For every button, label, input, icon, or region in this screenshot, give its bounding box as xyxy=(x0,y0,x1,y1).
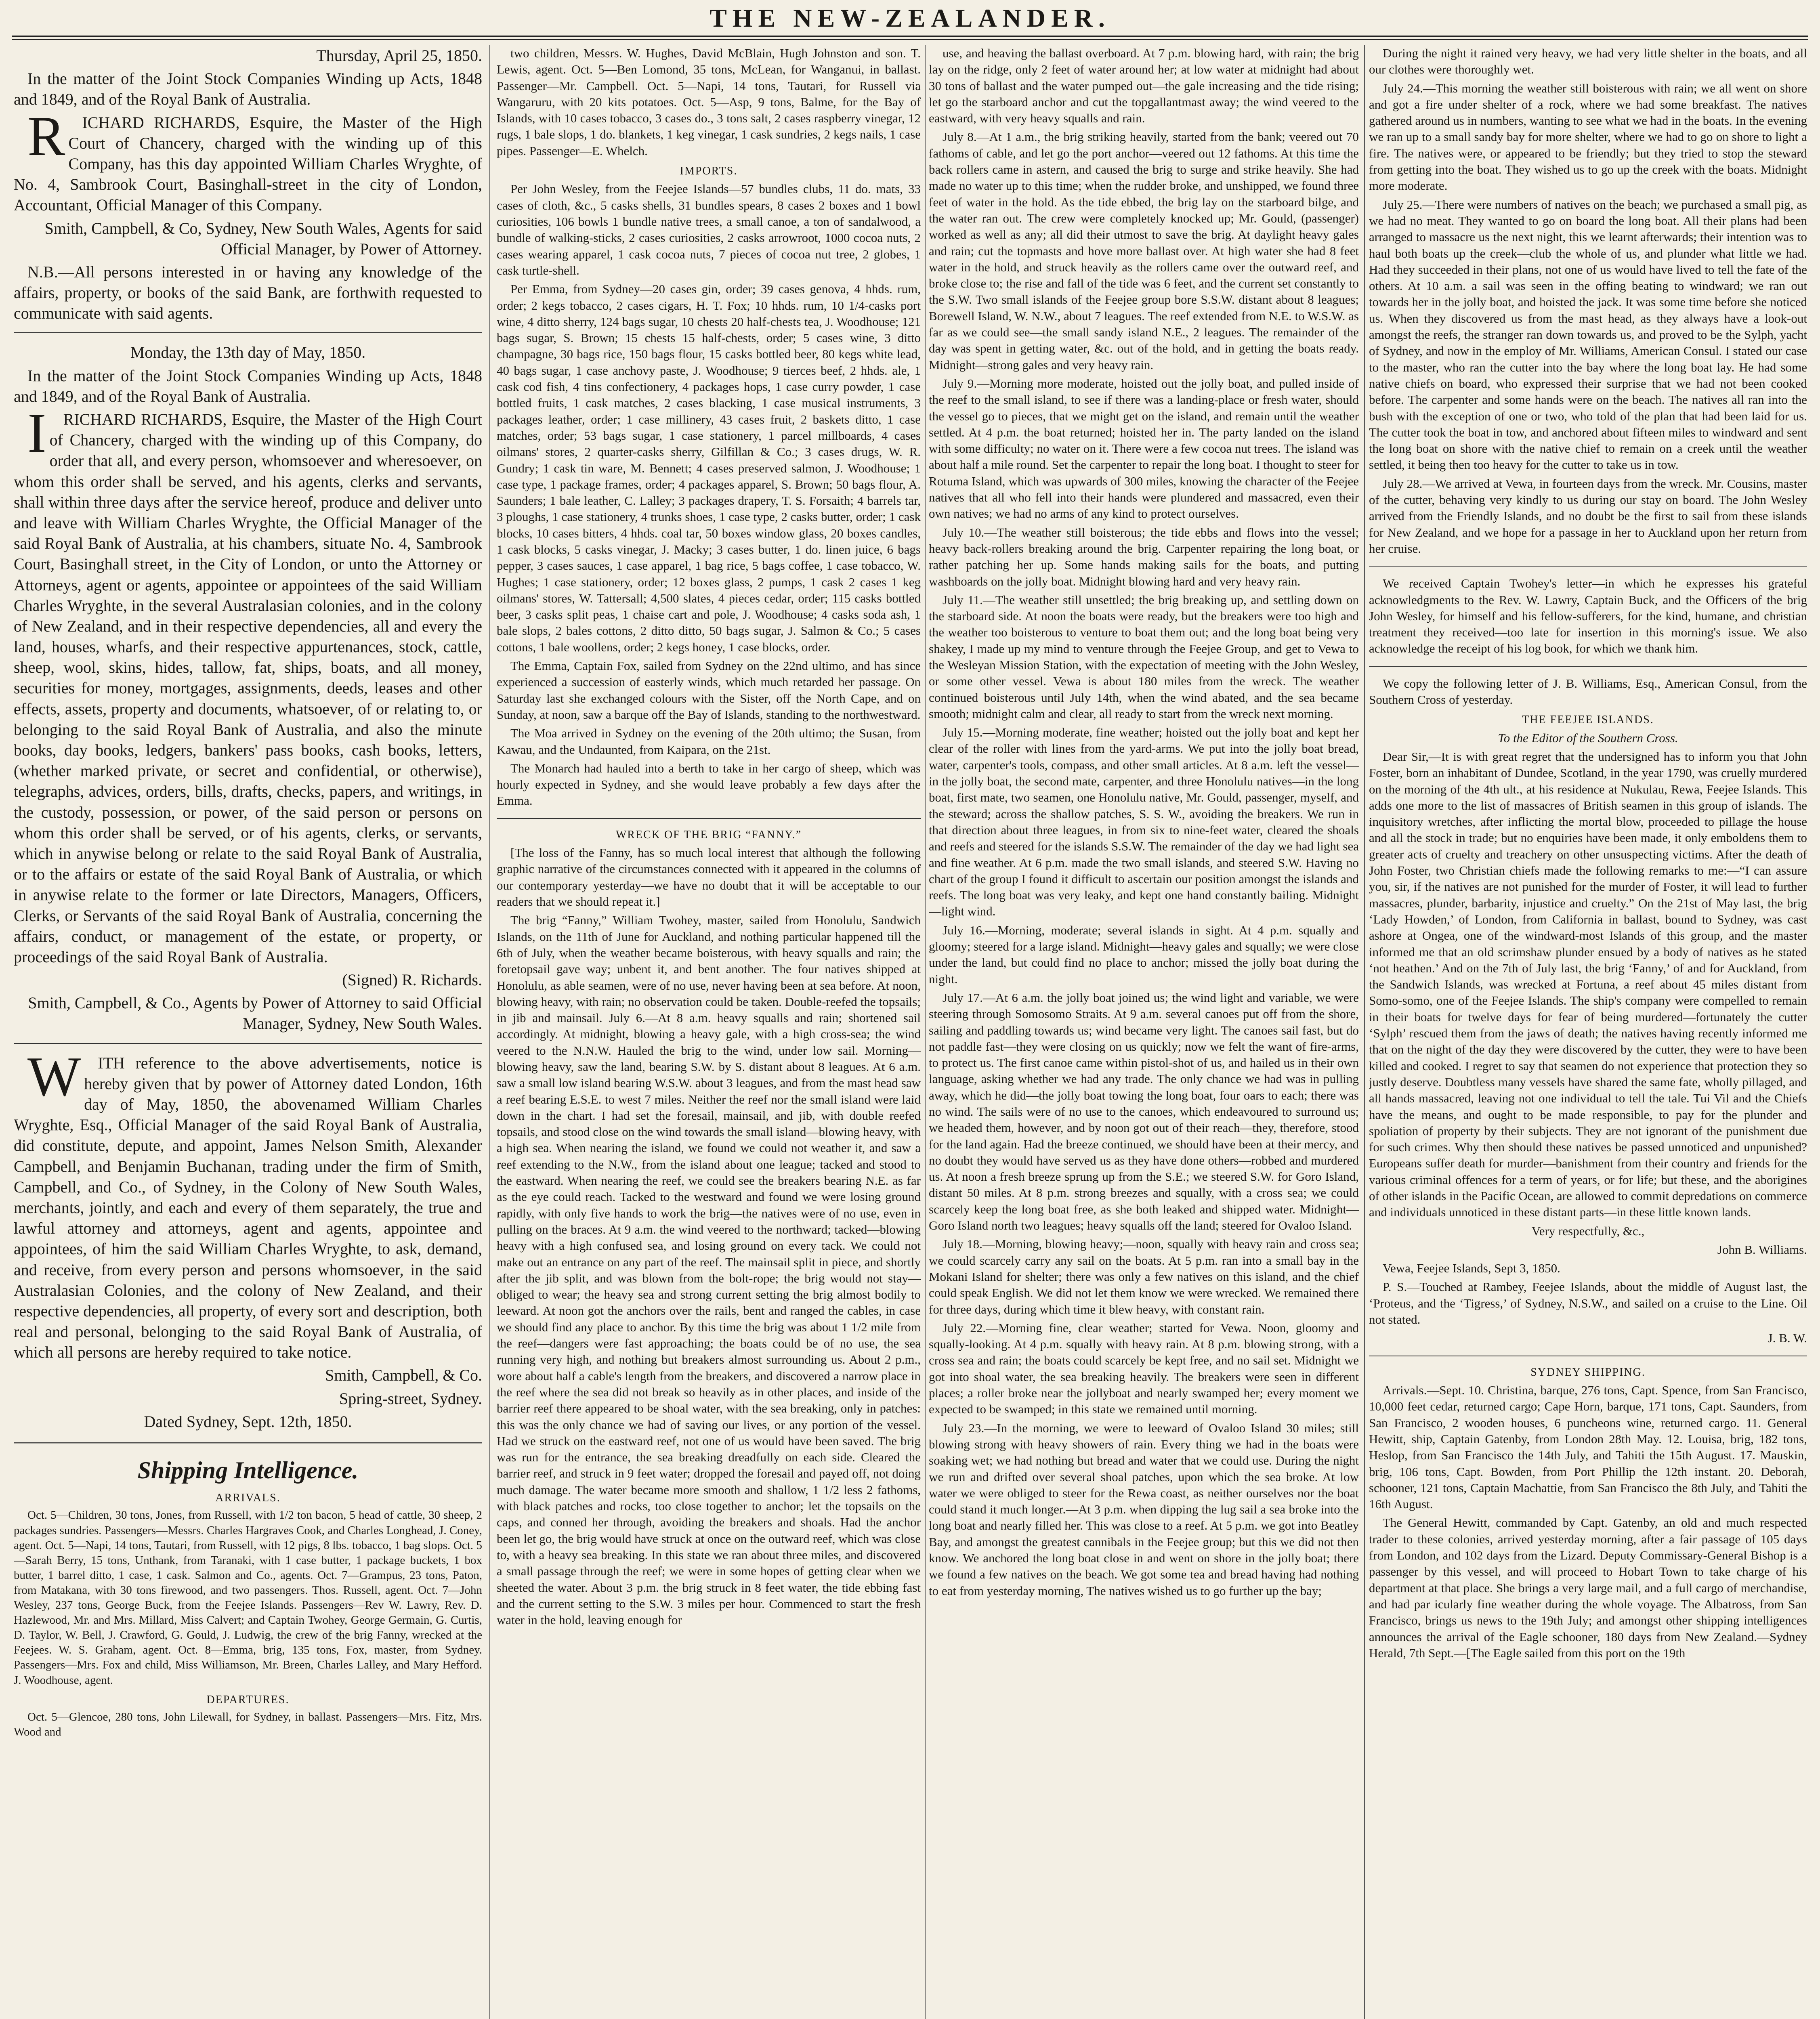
imports-emma: Per Emma, from Sydney—20 cases gin, order; 39 cases genova, 4 hhds. rum, order; 2 kegs tobacco, 2 cases cigars, H. T. Fox; 10 hhds. rum, 10 1/4-casks port wine, 4 ditto sherry, 124 bags sugar, 10 chests 20 half-chests tea, J. Woodhouse; 121 bags sugar, S. Brown; 15 chests 15 half-chests, order; 5 cases wine, 3 ditto champagne, 30 bags rice, 150 bags flour, 15 casks bottled beer, 80 kegs white lead, 40 bags sugar, 1 case anchovy paste, J. Woodhouse; 9 tierces beef, 2 hhds. ale, 1 cask cod fish, 4 tins confectionery, 4 packages hops, 1 case curry powder, 1 case bottled fruits, 1 cask matches, 2 cases blacking, 1 case musical instruments, 3 packages leather, order; 1 case millinery, 43 cases fruit, 2 baskets ditto, 1 case matches, order; 53 bags sugar, 1 case stationery, 1 parcel millboards, 4 cases oilmans' stores, 2 quarter-casks sherry, Gilfillan & Co.; 3 cases drugs, W. R. Gundry; 1 cask tin ware, M. Bennett; 4 cases preserved salmon, J. Woodhouse; 1 case type, 1 package frames, order; 4 packages apparel, S. Brown; 50 bags flour, A. Saunders; 1 bale leather, C. Lalley; 3 packages drapery, T. S. Forsaith; 4 barrels tar, 3 ploughs, 1 case stationery, 4 trunks shoes, 1 case type, 2 casks butter, order; 1 cask blocks, 10 cases bitters, 4 hhds. coal tar, 50 boxes window glass, 20 boxes candles, 1 cask blocks, 5 casks vinegar, J. Macky; 3 cases butter, 1 do. linen juice, 6 bags pepper, 3 cases sauces, 1 case apparel, 1 bag rice, 5 bags coffee, 1 case tobacco, W. Hughes; 1 case stationery, order; 12 boxes glass, 2 pumps, 1 cask 2 cases 1 keg oilmans' stores, W. Tattersall; 4,500 slates, 4 pieces cedar, order; 115 casks bottled beer, 3 casks split peas, 1 chaise cart and pole, J. Woodhouse; 4 casks soda ash, 1 bale slops, 2 bales cottons, 2 ditto ditto, 50 bags sugar, J. Salmon & Co.; 5 cases cottons, 1 bale woollens, order; 2 kegs honey, 1 case blocks, order. xyxy=(497,282,921,654)
notice-nb: N.B.—All persons interested in or having any knowledge of the affairs, property, or books of the said Bank, are forthwith requested to communicate with said agents. xyxy=(14,262,482,323)
article-paragraph: July 22.—Morning fine, clear weather; started for Vewa. Noon, gloomy and squally-looking. At 4 p.m. squally with heavy rain. At 8 p.m. blowing strong, with a cross sea and rain; the boats could scarcely be kept free, and no sail set. Midnight we got into shoal water, the sea breaking heavily. The breakers were seen in different places; a roller broke near the jollyboat and nearly swamped her; every moment we expected to be swamped; in this state we remained until morning. xyxy=(929,1320,1359,1417)
article-paragraph: July 10.—The weather still boisterous; the tide ebbs and flows into the vessel; heavy back-rollers breaking around the brig. Carpenter repairing the long boat, or rather patching her up. Some hands making sails for the boats, and putting washboards on the jolly boat. Midnight blowing hard and very heavy rain. xyxy=(929,525,1359,588)
newspaper-title: THE NEW-ZEALANDER. xyxy=(710,4,1110,32)
article-paragraph: July 25.—There were numbers of natives on the beach; we purchased a small pig, as we had no meat. They wanted to go on board the long boat. All their plans had been arranged to massacre us the next night, this we learnt afterwards; their intention was to haul both boats up the creek—club the whole of us, and plunder what little we had. Had they succeeded in their plans, not one of us would have lived to tell the fate of the others. At 10 a.m. a sail was seen in the offing beating to windward; we ran out towards her in the jolly boat, and hoisted the jack. It was some time before she noticed us. When they discovered us from the mast head, as they always have a look-out amongst the reefs, the stranger ran down towards us, and proved to be the Sylph, yacht of Sydney, and now in the employ of Mr. Williams, American Consul. I stated our case to the master, who ran the cutter into the bay where the long boat lay. He had some native chiefs on board, who expressed their surprise that we had not been cooked before. The carpenter and some hands were on the beach. The natives all ran into the bush with the exception of one or two, who told of the plan that had been laid for us. The cutter took the boat in tow, and anchored about fifteen miles to windward and sent the long boat on shore with the native chief to remain on a creek until the weather settled, it being then too heavy for the cutter to take us in tow. xyxy=(1369,197,1807,472)
separator-rule xyxy=(14,1442,482,1444)
article-paragraph: July 24.—This morning the weather still boisterous with rain; we all went on shore and got a fire under shelter of a rock, where we had some breakfast. The natives gathered around us in numbers, wanting to see what we had in the boats. In the evening we ran up to a small sandy bay for more shelter, where we had to go on shore to light a fire. The natives were, or appeared to be friendly; but they tried to stop the steward from getting into the boat. They wished us to go up the creek with the boats. Midnight more moderate. xyxy=(1369,81,1807,193)
letter-place: Vewa, Feejee Islands, Sept 3, 1850. xyxy=(1383,1261,1560,1276)
notice-body: IRICHARD RICHARDS, Esquire, the Master of the High Court of Chancery, charged with the winding up of this Company, do order that all, and every person, whomsoever and wheresoever, on whom this order shall be served, and his agents, clerks and servants, shall within three days after the service hereof, produce and deliver unto and leave with William Charles Wryghte, the Official Manager of the said Royal Bank of Australia, at his chambers, situate No. 4, Sambrook Court, Basinghall street, in the City of London, or unto the Attorney or Attorneys, agent or agents, appointee or appointees of the said William Charles Wryghte, in the several Australasian colonies, and in the colony of New Zealand, and in their respective dependencies, all and every the land, houses, wharfs, and their respective appurtenances, stock, cattle, sheep, wool, skins, hides, tallow, fat, ships, boats, and all money, securities for money, mortgages, assignments, deeds, leases and other effects, assets, property and documents, whatsoever, of or relating to, or belonging to the said Royal Bank of Australia, and also the minute books, day books, ledgers, bankers' pass books, cash books, letters, (whether marked private, or secret and confidential, or otherwise), telegraphs, advices, orders, bills, drafts, checks, papers, and writings, in the custody, possession, or power, of the said person or persons on whom this order shall be served, or of his agents, clerks, or servants, which in anywise belong or relate to the said Royal Bank of Australia, or to the affairs or estate of the said Royal Bank of Australia, or which in anywise relate to the former or late Directors, Managers, Officers, Clerks, or Servants of the said Royal Bank of Australia, concerning the affairs, conduct, or management of the estate, or property, or proceedings of the said Royal Bank of Australia. xyxy=(14,402,482,966)
letter-signature: John B. Williams. xyxy=(1717,1242,1807,1257)
letter-postscript: P. S.—Touched at Rambey, Feejee Islands, about the middle of August last, the ‘Proteus, and the ‘Tigress,’ of Sydney, N.S.W., and sailed on a cruise to the Line. Oil not stated. xyxy=(1369,1280,1807,1327)
notice-signature: Smith, Campbell, & Co. xyxy=(325,1366,482,1385)
notice-body: RICHARD RICHARDS, Esquire, the Master of the High Court of Chancery, charged with the winding up of this Company, has this day appointed William Charles Wryghte, of No. 4, Sambrook Court, Basinghall-street in the city of London, Accountant, Official Manager of this Company. xyxy=(14,105,482,214)
column-divider xyxy=(489,45,490,2019)
article-paragraph: July 11.—The weather still unsettled; the brig breaking up, and settling down on the starboard side. At noon the boats were ready, but the breakers were too high and the weather too boisterous to venture to boat them out; and the long boat being very shakey, I made up my mind to venture through the Feejee Group, and get to Vewa to the Wesleyan Mission Station, with the expectation of meeting with the John Wesley, or some other vessel. Vewa is about 180 miles from the wreck. The weather continued boisterous until July 14th, when the wind abated, and the sea became smooth; midnight calm and clear, all ready to start from the wreck next morning. xyxy=(929,592,1359,721)
article-paragraph: July 16.—Morning, moderate; several islands in sight. At 4 p.m. squally and gloomy; steered for a large island. Midnight—heavy gales and squally; we were close under the land, but could find no place to anchor; missed the jolly boat during the night. xyxy=(929,923,1359,986)
notice-address: Spring-street, Sydney. xyxy=(339,1389,482,1408)
notice-matter: In the matter of the Joint Stock Companies Winding up Acts, 1848 and 1849, and of the Royal Bank of Australia. xyxy=(14,69,482,109)
letter-addressee: To the Editor of the Southern Cross. xyxy=(1498,730,1678,745)
separator-rule xyxy=(14,1043,482,1044)
signer-name: R. Richards. xyxy=(402,971,482,989)
notice-date: Monday, the 13th day of May, 1850. xyxy=(130,343,366,362)
article-paragraph: July 28.—We arrived at Vewa, in fourteen days from the wreck. Mr. Cousins, master of the cutter, behaving very kindly to us during our stay on board. The John Wesley arrived from the Friendly Islands, and no doubt be the first to sail from these islands for New Zealand, and we hope for a passage in her to Auckland upon her return from her cruise. xyxy=(1369,476,1807,556)
column-4 xyxy=(1369,45,1807,2019)
article-paragraph: During the night it rained very heavy, we had very little shelter in the boats, and all our clothes were thoroughly wet. xyxy=(1369,46,1807,77)
news-paragraph: The Emma, Captain Fox, sailed from Sydney on the 22nd ultimo, and has since experienced a succession of easterly winds, which much retarded her passage. On Saturday last she exchanged colours with the Sister, off the North Cape, and on Sunday, at noon, saw a barque off the Bay of Islands, standing to the northwestward. xyxy=(497,659,921,722)
letter-initials: J. B. W. xyxy=(1768,1331,1807,1345)
news-paragraph: The Monarch had hauled into a berth to take in her cargo of sheep, which was hourly expected in Sydney, and she would leave probably a few days after the Emma. xyxy=(497,761,921,808)
article-paragraph: July 9.—Morning more moderate, hoisted out the jolly boat, and pulled inside of the reef to the small island, to see if there was a landing-place or fresh water, should the vessel go to pieces, that we might get on the island, and remain until the weather settled. At 4 p.m. the boat returned; hoisted her in. The party landed on the island with some difficulty; no water on it. There were a few cocoa nut trees. The island was about half a mile round. Set the carpenter to repair the long boat. I thought to steer for Rotuma Island, which was upwards of 300 miles, knowing the character of the Feejee natives that all who fell into their hands were plundered and massacred, even their own natives; we had no arms of any kind to protect ourselves. xyxy=(929,376,1359,521)
sydney-arrivals: Arrivals.—Sept. 10. Christina, barque, 276 tons, Capt. Spence, from San Francisco, 10,000 feet cedar, returned cargo; Cape Horn, barque, 171 tons, Capt. Saunders, from San Francisco, 2 wooden houses, 6 puncheons wine, returned cargo. 11. General Hewitt, ship, Captain Gatenby, from London 28th May. 12. Louisa, brig, 182 tons, Heslop, from San Francisco the 14th July, and Tahiti the 15th August. 17. Mauskin, brig, 106 tons, Capt. Bowden, from Port Phillip the 12th instant. 20. Deborah, schooner, 121 tons, Captain Machattie, from San Francisco the 8th July, and Tahiti the 16th August. xyxy=(1369,1383,1807,1511)
separator-rule xyxy=(14,332,482,333)
separator-rule xyxy=(497,818,921,819)
sydney-news: The General Hewitt, commanded by Capt. Gatenby, an old and much respected trader to these colonies, arrived yesterday morning, after a fair passage of 105 days from London, and 102 days from the Lizard. Deputy Commissary-General Bishop is a passenger by this vessel, and will proceed to Hobart Town to take charge of his department at that place. She brings a very large mail, and a full cargo of merchandise, and had par icularly fine weather during the whole voyage. The Albatross, from San Francisco, brings us news to the 19th July; and amongst other shipping intelligences announces the arrival of the Eagle schooner, 180 days from New Zealand.—Sydney Herald, 7th Sept.—[The Eagle sailed from this port on the 19th xyxy=(1369,1515,1807,1660)
masthead-rule xyxy=(12,36,1808,40)
imports-john-wesley: Per John Wesley, from the Feejee Islands—57 bundles clubs, 11 do. mats, 33 cases of cloth, &c., 5 casks shells, 31 bundles spears, 8 cases 2 boxes and 1 bowl curiosities, 106 bowls 1 bundle native trees, a small canoe, a ton of sandalwood, a bundle of walking-sticks, 2 cases curiosities, 2 casks arrowroot, 1000 cocoa nuts, 2 cases wearing apparel, 1 cask cocoa nuts, 7 pieces of cocoa nut tree, 2 globes, 1 cask turtle-shell. xyxy=(497,182,921,277)
masthead xyxy=(0,0,1820,39)
notice-matter: In the matter of the Joint Stock Companies Winding up Acts, 1848 and 1849, and of the Royal Bank of Australia. xyxy=(14,366,482,405)
article-paragraph: July 18.—Morning, blowing heavy;—noon, squally with heavy rain and cross sea; we could scarcely carry any sail on the boats. At 5 p.m. ran into a small bay in the Mokani Island for shelter; there was only a few natives on this island, and the chief could speak English. We did not let them know we were wrecked. We remained there for three days, during which time it blew heavy, with constant rain. xyxy=(929,1237,1359,1316)
column-2 xyxy=(497,45,921,2019)
departures-continued: two children, Messrs. W. Hughes, David McBlain, Hugh Johnston and son. T. Lewis, agent. Oct. 5—Ben Lomond, 35 tons, McLean, for Wanganui, in ballast. Passenger—Mr. Campbell. Oct. 5—Napi, 14 tons, Tautari, for Russell via Wangaruru, with 20 kits potatoes. Oct. 5—Asp, 9 tons, Balme, for the Bay of Islands, with 10 cases tobacco, 3 cases do., 3 tons salt, 2 cases raspberry vinegar, 12 rugs, 1 bale slops, 1 do. blankets, 1 keg vinegar, 1 cask sundries, 2 kegs nails, 1 case pipes. Passenger—E. Whelch. xyxy=(497,46,921,158)
letter-closing: Very respectfully, &c., xyxy=(1531,1224,1645,1238)
column-3 xyxy=(929,45,1359,2019)
article-paragraph: July 8.—At 1 a.m., the brig striking heavily, started from the bank; veered out 70 fathoms of cable, and let go the port anchor—veered out 12 fathoms. At this time the back rollers came in astern, and caused the brig to surge and strike heavily. She had made no water up to this time; when the rudder broke, and unshipped, we found three feet of water in the hold. As the tide ebbed, the brig lay on the starboard bilge, and the water ran out. The crew were completely knocked up; Mr. Gould, (passenger) worked as well as any; all did their utmost to save the brig. At daylight heavy gales and rain; cut the topmasts and hove more ballast over. At high water she had 8 feet water in the hold, and struck heavily as the rollers came over the outward reef, and broke close to; the rise and fall of the tide was 6 feet, and the current set constantly to the S.W. Two small islands of the Feejee group bore S.S.W. distant about 8 leagues; Borewell Island, W. N.W., about 7 leagues. The reef extended from N.E. to W.S.W. as far as we could see—the small sandy island N.E., 2 leagues. The remainder of the day was spent in getting water, &c. out of the hold, and in getting the boats ready. Midnight—strong gales and very heavy rain. xyxy=(929,130,1359,372)
editorial-note: We received Captain Twohey's letter—in which he expresses his grateful acknowledgments to the Rev. W. Lawry, Captain Buck, and the Officers of the brig John Wesley, for himself and his fellow-sufferers, for the kind, humane, and christian treatment they received—too late for insertion in this morning's issue. We also acknowledge the receipt of his log book, for which we thank him. xyxy=(1369,576,1807,656)
separator-rule xyxy=(1369,666,1807,667)
subhead-imports: IMPORTS. xyxy=(680,165,738,178)
separator-rule xyxy=(1369,566,1807,567)
notice-signature: Smith, Campbell, & Co., Agents by Power of Attorney to said Official Manager, Sydney, New South Wales. xyxy=(28,994,482,1033)
news-paragraph: The Moa arrived in Sydney on the evening of the 20th ultimo; the Susan, from Kawau, and the Undaunted, from Kaipara, on the 21st. xyxy=(497,726,921,757)
notice-signed-line xyxy=(14,970,482,990)
signed-label: (Signed) xyxy=(342,971,398,989)
article-body: The brig “Fanny,” William Twohey, master, sailed from Honolulu, Sandwich Islands, on the 11th of June for Auckland, and nothing particular happened till the 6th of July, when the weather became boisterous, with heavy squalls and rain; the foretopsail gave way; unbent it, and bent another. The four natives shipped at Honolulu, as able seamen, were of no use, never having been at sea before. At noon, blowing heavy, with rain; no observation could be taken. Double-reefed the topsails; in jib and mainsail. July 6.—At 8 a.m. heavy squalls and rain; shortened sail accordingly. At midnight, blowing a heavy gale, with a high cross-sea; the wind veered to the N.N.W. Hauled the brig to the wind, under low sail. Morning—blowing heavy, saw the land, bearing S.W. by S. distant about 8 leagues. At 6 a.m. saw a small low island bearing W.S.W. about 3 leagues, and from the mast head saw a reef bearing E.S.E. to west 7 miles. Neither the reef nor the small island were laid down in the chart. I had set the foresail, mainsail, and jib, with double reefed topsails, and stood close on the wind towards the small island—blowing heavy, with a high sea. When nearing the island, we found we could not weather it, and saw a reef extending to the N.W., from the island about one league; tacked and stood to the eastward. When nearing the reef, we could see the breakers bearing N.E. as far as the eye could reach. Tacked to the westward and found we were losing ground rapidly, with only five hands to work the brig—the natives were of no use, even in pulling on the braces. At 9 a.m. the wind veered to the northward; tacked—blowing heavy with a high confused sea, and losing ground on every tack. We could not make out an entrance on any part of the reef. The mainsail split in piece, and shortly after the jib split, and was blown from the bolt-rope; the brig would not stay—obliged to wear; the heavy sea and strong current setting the brig almost bodily to leeward. At noon got the anchors over the rails, bent and ranged the cables, in case we should find any place to anchor. By this time the brig was about 1 1/2 mile from the reef—dangers were fast approaching; the boats could be of no use, the sea running very high, and nothing but breakers almost surrounding us. About 2 p.m., wore about half a cable's length from the breakers, and discovered a narrow place in the reef where the sea did not break so heavily as in other places, and inside of the barrier reef there appeared to be shoal water, with the sea breaking, only in patches: this was the only chance we had of saving our lives, or any portion of the vessel. Had we struck on the eastward reef, not one of us would have been saved. The brig was run for the entrance, the sea breaking dreadfully on each side. Cleared the barrier reef, and struck in 9 feet water; dropped the foresail and payed off, not doing much damage. The water became more smooth and shallow, 1 1/2 less 2 fathoms, with black patches and rocks, too close together to anchor; let the topsails on the caps, and conned her through, avoiding the breakers and shoals. Had the anchor been let go, the brig would have struck at once on the outward reef, which was close to, with a heavy sea breaking. In this state we ran about three miles, and discovered a small passage through the reef; we were in some hopes of getting clear when we sheeted the water. About 3 p.m. the brig struck in 8 feet water, the tide ebbing fast and the current setting to the S.W. 3 miles per hour. Commenced to start the fresh water in the hold, leaving enough for xyxy=(497,913,921,1627)
arrivals-list: Oct. 5—Children, 30 tons, Jones, from Russell, with 1/2 ton bacon, 5 head of cattle, 30 sheep, 2 packages sundries. Passengers—Messrs. Charles Hargraves Cook, and Charles Longhead, J. Coney, agent. Oct. 5—Napi, 14 tons, Tautari, from Russell, with 12 pigs, 8 lbs. tobacco, 1 bag slops. Oct. 5—Sarah Berry, 15 tons, Unthank, from Taranaki, with 1 case butter, 1 package buckets, 1 box butter, 1 barrel ditto, 1 case, 1 cask. Salmon and Co., agents. Oct. 7—Grampus, 23 tons, Paton, from Matakana, with 30 tons firewood, and two passengers. Thos. Russell, agent. Oct. 7—John Wesley, 237 tons, George Buck, from the Feejee Islands. Passengers—Rev W. Lawry, Rev. D. Hazlewood, Mr. and Mrs. Millard, Miss Calvert; and Captain Twohey, George Germain, G. Curtis, D. Taylor, W. Bell, J. Crawford, G. Gould, J. Ludwig, the crew of the brig Fanny, wrecked at the Feejees. W. S. Graham, agent. Oct. 8—Emma, brig, 135 tons, Fox, master, from Sydney. Passengers—Mrs. Fox and child, Miss Williamson, Mr. Breen, Charles Lalley, and Mary Hefford. J. Woodhouse, agent. xyxy=(14,1509,482,1687)
notice-dated: Dated Sydney, Sept. 12th, 1850. xyxy=(144,1412,352,1431)
article-paragraph: July 15.—Morning moderate, fine weather; hoisted out the jolly boat and kept her clear of the roller with lines from the yard-arms. We put into the jolly boat bread, water, carpenter's tools, compass, and other small articles. At 8 a.m. left the vessel—in the jolly boat, the second mate, carpenter, and three Honolulu natives—in the long boat, first mate, two seamen, one Honolulu native, Mr. Gould, passenger, myself, and the steward; across the shallow patches, S. S. W., avoiding the breakers. We run in that direction about three leagues, in from six to nine-feet water, cleared the shoals and reefs and steered for the islands S.S.W. The remainder of the day we had light sea and fine weather. At 6 p.m. made the two small islands, and steered S.W. Having no chart of the group I found it difficult to ascertain our position amongst the islands and reefs. The long boat was very leaky, and kept one hand constantly bailing. Midnight—light wind. xyxy=(929,725,1359,919)
column-divider xyxy=(1364,45,1365,2019)
article-paragraph: July 17.—At 6 a.m. the jolly boat joined us; the wind light and variable, we were steering through Somosomo Straits. At 9 a.m. several canoes put off from the shore, sailing and paddling towards us; wind became very light. The canoes sail fast, but do not paddle fast—they were closing on us quickly; now we felt the want of fire-arms, to protect us. The first canoe came within pistol-shot of us, and hailed us in their own language, asking whether we had any trade. The only chance we had was in pulling away, which he did—the jolly boat towing the long boat, four oars to each; there was no wind. The sails were of no use to the canoes, which endeavoured to surround us; we headed them, however, and by noon got out of their reach—they, therefore, stood for the land again. Had the breeze continued, we should have been at their mercy, and no doubt they would have served us as they have done others—robbed and murdered us. At noon a fresh breeze sprung up from the S.E.; we steered S.W. for Goro Island, distant 50 miles. At 8 p.m. strong breezes and squally, with a cross sea; we could scarcely keep the long boat free, as she both leaked and shipped water. Midnight—Goro Island north two leagues; heavy squalls off the land; steered for Ovaloo Island. xyxy=(929,990,1359,1233)
letter-body: Dear Sir,—It is with great regret that the undersigned has to inform you that John Foster, born an inhabitant of Dundee, Scotland, in the year 1790, was cruelly murdered on the morning of the 4th ult., at his residence at Nukulau, Rewa, Feejee Islands. This adds one more to the list of massacres of British seamen in this group of islands. The inquisitory wretches, after inflicting the mortal blow, proceeded to pillage the house and all the stock in trade; but no enquiries have been made, it only emboldens them to greater acts of cruelty and treachery on other unsuspecting victims. After the death of John Foster, two Christian chiefs made the following remarks to me:—“I can assure you, sir, if the natives are not punished for the murder of Foster, it will lead to further massacres, plunder, barbarity, injustice and cruelty.” On the 21st of May last, the brig ‘Lady Howden,’ of London, from California in ballast, bound to Sydney, was cast ashore at Ongea, one of the windward-most Islands of this group, and the master informed me that an old scrimshaw plunder ensued by a body of natives as he stated ‘not heathen.’ And on the 7th of July last, the brig ‘Fanny,’ of and for Auckland, from the Sandwich Islands, was wrecked at Fortuna, a reef about 45 miles distant from Somo-somo, one of the Feejee Islands. The ship's company were compelled to remain in their boats for twelve days for fear of being murdered—fortunately the cutter ‘Sylph’ rescued them from the jaws of death; the natives having recently informed me that on the night of the day they were discovered by the cutter, they were to have been killed and cooked. I regret to say that seamen do not experience that protection they so justly deserve. Doubtless many vessels have shared the same fate, wholly pillaged, and all hands massacred, leaving not one individual to tell the tale. Tui Vil and the Chiefs have the means, and ought to be made responsible, to pay for the plunder and spoliation of property by their subjects. They are not ignorant of the punishment due for such crimes. Why then should these natives be passed unnoticed and unpunished? Europeans suffer death for murder—banishment from their country and friends for the various criminal offences for a term of years, or for life; but these, and the aborigines of other islands in the Pacific Ocean, are allowed to commit depredations on commerce and individuals unnoticed in these distant parts—in these little known lands. xyxy=(1369,749,1807,1219)
column-1 xyxy=(14,45,482,2019)
letter-headline: THE FEEJEE ISLANDS. xyxy=(1522,714,1654,726)
editorial-note: We copy the following letter of J. B. Williams, Esq., American Consul, from the Southern Cross of yesterday. xyxy=(1369,676,1807,707)
subhead-arrivals: ARRIVALS. xyxy=(215,1492,281,1504)
sydney-shipping-headline: SYDNEY SHIPPING. xyxy=(1530,1366,1646,1379)
column-divider xyxy=(925,45,926,2019)
notice-body: WITH reference to the above advertisements, notice is hereby given that by power of Attorney dated London, 16th day of May, 1850, the abovenamed William Charles Wryghte, Esq., Official Manager of the said Royal Bank of Australia, did constitute, depute, and appoint, James Nelson Smith, Alexander Campbell, and Benjamin Buchanan, trading under the firm of Smith, Campbell, and Co., of Sydney, in the Colony of New South Wales, merchants, jointly, and each and every of them separately, the true and lawful attorney and attorneys, agent and agents, appointee and appointees, of him the said William Charles Wryghte, to ask, demand, and receive, from every person and persons whomsoever, in the said Australasian Colonies, and the colony of New Zealand, and their respective dependencies, all property, of every sort and description, both real and personal, belonging to the said Royal Bank of Australia, of which all persons are hereby required to take notice. xyxy=(14,1045,482,1362)
article-headline: WRECK OF THE BRIG “FANNY.” xyxy=(615,828,802,841)
departures-list: Oct. 5—Glencoe, 280 tons, John Lilewall, for Sydney, in ballast. Passengers—Mrs. Fitz, Mrs. Wood and xyxy=(14,1710,482,1739)
article-paragraph: use, and heaving the ballast overboard. At 7 p.m. blowing hard, with rain; the brig lay on the ridge, only 2 feet of water around her; at low water at midnight had about 30 tons of ballast and the water pumped out—the gale increasing and the tide rising; let go the starboard anchor and cut the topgallantmast away; the wind veered to the eastward, with very heavy squalls and rain. xyxy=(929,46,1359,126)
notice-signature: Smith, Campbell, & Co, Sydney, New South Wales, Agents for said Official Manager, by Power of Attorney. xyxy=(44,219,482,258)
article-intro: [The loss of the Fanny, has so much local interest that although the following graphic narrative of the circumstances connected with it appeared in the columns of our contemporary yesterday—we have no doubt that it will be acceptable to our readers that we should repeat it.] xyxy=(497,846,921,909)
subhead-departures: DEPARTURES. xyxy=(206,1693,290,1706)
article-paragraph: July 23.—In the morning, we were to leeward of Ovaloo Island 30 miles; still blowing strong with heavy showers of rain. Every thing we had in the boats were soaking wet; we had nothing but bread and water that we could use. During the night we run and drifted over several shoal patches, upon which the sea broke. At low water we were obliged to steer for the Rewa coast, as neither ourselves nor the boat could stand it much longer.—At 3 p.m. when dipping the lug sail a sea broke into the long boat and nearly filled her. This was close to a reef. At 5 p.m. we got into Beatley Bay, and amongst the greatest cannibals in the Feejee group; but this we did not then know. We anchored the long boat close in and went on shore in the jolly boat; there we found a few natives on the beach. We got some tea and bread having had nothing to eat from yesterday morning, The natives wished us to go further up the bay; xyxy=(929,1421,1359,1598)
notice-date: Thursday, April 25, 1850. xyxy=(316,46,482,65)
section-title: Shipping Intelligence. xyxy=(137,1457,359,1484)
